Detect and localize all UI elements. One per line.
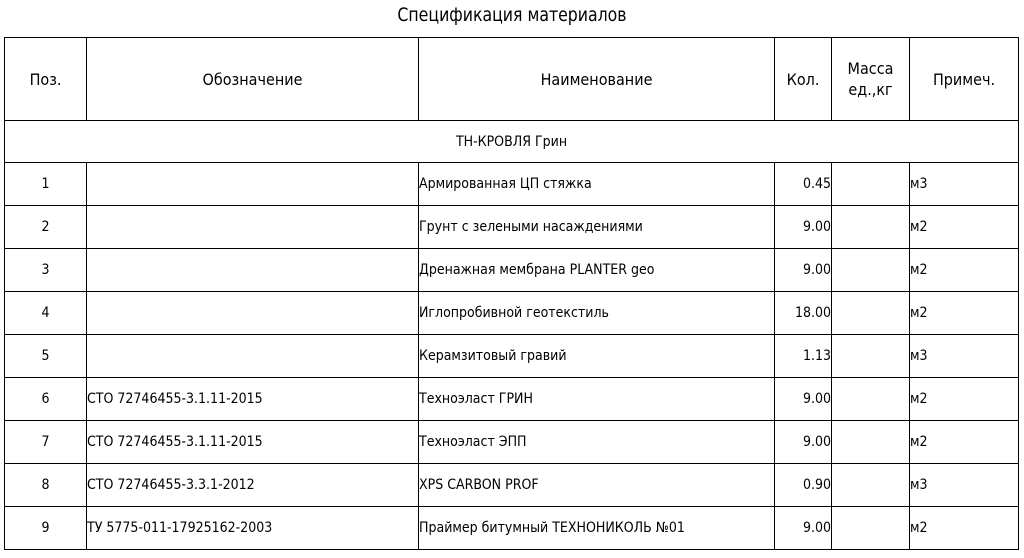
table-row	[5, 249, 1019, 292]
cell-mass	[832, 163, 910, 206]
cell-note: м3	[910, 163, 1019, 206]
cell-pos: 7	[5, 421, 87, 464]
cell-note: м2	[910, 292, 1019, 335]
header-mass	[832, 38, 910, 121]
cell-designation	[87, 249, 419, 292]
cell-note: м3	[910, 335, 1019, 378]
header-note: Примеч.	[910, 38, 1019, 121]
table-row	[5, 378, 1019, 421]
cell-pos: 5	[5, 335, 87, 378]
table-row	[5, 464, 1019, 507]
cell-mass	[832, 378, 910, 421]
cell-note: м2	[910, 249, 1019, 292]
specification-table	[4, 37, 1019, 550]
cell-note: м2	[910, 421, 1019, 464]
document-title: Спецификация материалов	[397, 4, 627, 26]
cell-note: м3	[910, 464, 1019, 507]
cell-mass	[832, 206, 910, 249]
table-row	[5, 292, 1019, 335]
cell-name: Праймер битумный ТЕХНОНИКОЛЬ №01	[419, 507, 775, 550]
table-row	[5, 335, 1019, 378]
cell-mass	[832, 507, 910, 550]
header-row	[5, 38, 1019, 121]
cell-name: Керамзитовый гравий	[419, 335, 775, 378]
cell-pos: 2	[5, 206, 87, 249]
cell-designation: СТО 72746455-3.1.11-2015	[87, 378, 419, 421]
cell-qty: 9.00	[775, 206, 832, 249]
group-row	[5, 121, 1019, 163]
header-mass-label: Масса ед.,кг	[847, 59, 894, 99]
cell-pos: 4	[5, 292, 87, 335]
cell-qty: 9.00	[775, 421, 832, 464]
table-row	[5, 421, 1019, 464]
group-title: ТН-КРОВЛЯ Грин	[5, 121, 1019, 163]
header-pos: Поз.	[5, 38, 87, 121]
cell-qty: 18.00	[775, 292, 832, 335]
cell-qty: 9.00	[775, 507, 832, 550]
cell-name: Грунт с зелеными насаждениями	[419, 206, 775, 249]
cell-qty: 0.90	[775, 464, 832, 507]
cell-designation	[87, 292, 419, 335]
table-row	[5, 507, 1019, 550]
cell-qty: 1.13	[775, 335, 832, 378]
cell-pos: 8	[5, 464, 87, 507]
cell-name: XPS CARBON PROF	[419, 464, 775, 507]
cell-name: Армированная ЦП стяжка	[419, 163, 775, 206]
cell-designation: ТУ 5775-011-17925162-2003	[87, 507, 419, 550]
header-name: Наименование	[419, 38, 775, 121]
cell-designation	[87, 335, 419, 378]
cell-mass	[832, 249, 910, 292]
cell-designation: СТО 72746455-3.1.11-2015	[87, 421, 419, 464]
cell-pos: 3	[5, 249, 87, 292]
cell-designation: СТО 72746455-3.3.1-2012	[87, 464, 419, 507]
cell-mass	[832, 292, 910, 335]
cell-designation	[87, 163, 419, 206]
table-row	[5, 206, 1019, 249]
cell-designation	[87, 206, 419, 249]
cell-pos: 6	[5, 378, 87, 421]
cell-pos: 1	[5, 163, 87, 206]
cell-mass	[832, 335, 910, 378]
table-row	[5, 163, 1019, 206]
cell-qty: 9.00	[775, 249, 832, 292]
cell-mass	[832, 464, 910, 507]
cell-pos: 9	[5, 507, 87, 550]
cell-qty: 9.00	[775, 378, 832, 421]
cell-mass	[832, 421, 910, 464]
cell-qty: 0.45	[775, 163, 832, 206]
cell-note: м2	[910, 378, 1019, 421]
cell-note: м2	[910, 206, 1019, 249]
cell-name: Техноэласт ЭПП	[419, 421, 775, 464]
cell-name: Техноэласт ГРИН	[419, 378, 775, 421]
header-qty: Кол.	[775, 38, 832, 121]
cell-name: Дренажная мембрана PLANTER geo	[419, 249, 775, 292]
cell-name: Иглопробивной геотекстиль	[419, 292, 775, 335]
header-designation: Обозначение	[87, 38, 419, 121]
cell-note: м2	[910, 507, 1019, 550]
